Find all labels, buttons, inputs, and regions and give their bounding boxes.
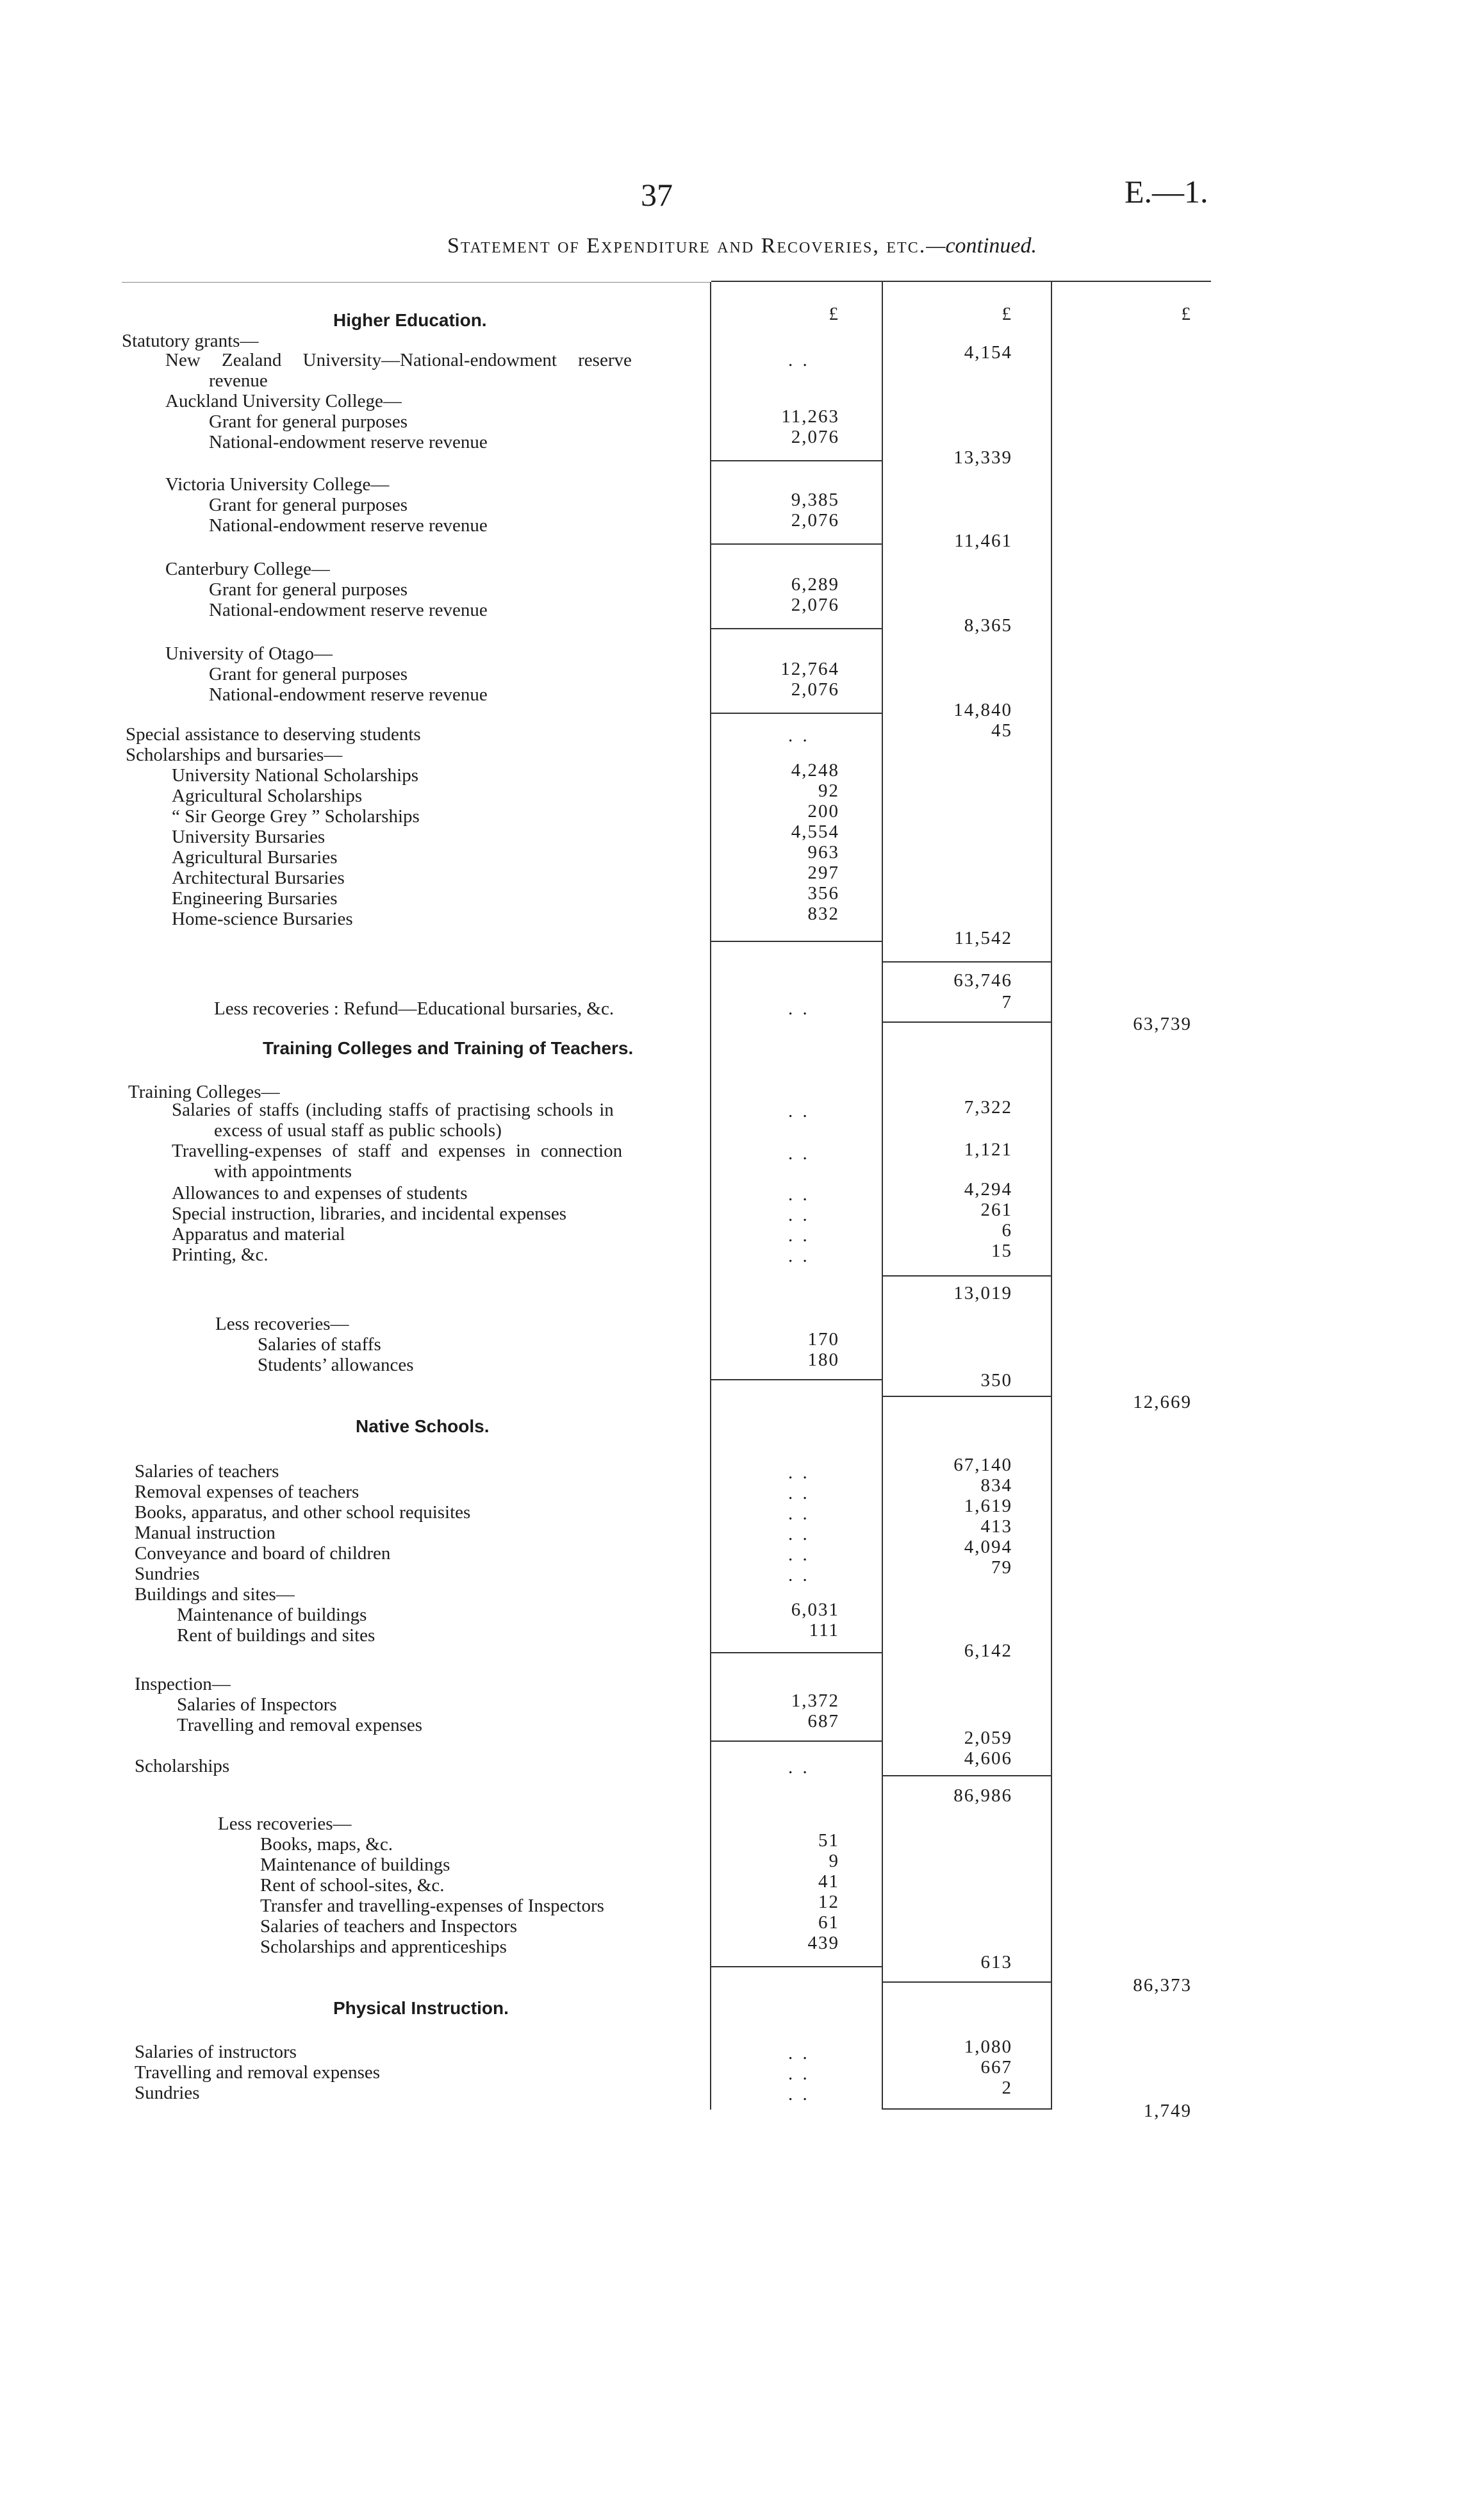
physical-net-total: 1,749 [1143,2101,1192,2121]
victoria-endowment-value: 2,076 [791,510,839,531]
training-rec-total: 350 [980,1370,1012,1391]
canterbury-grant-value: 6,289 [791,574,839,595]
bursary-label: “ Sir George Grey ” Scholarships [172,806,420,827]
native-recovery-label: Salaries of teachers and Inspectors [260,1916,518,1937]
training-rec-students-label: Students’ allowances [258,1355,414,1375]
training-subtotal: 13,019 [953,1283,1012,1303]
native-recovery-value: 439 [807,1933,839,1953]
currency-header-col3: £ [1181,304,1192,324]
native-scholarships-label: Scholarships [135,1756,230,1776]
leader-dots: . . [788,1101,810,1121]
training-rec-salaries-value: 170 [807,1329,839,1350]
canterbury-total: 8,365 [964,615,1012,636]
bursary-value: 92 [818,781,839,801]
native-rent-label: Rent of buildings and sites [177,1625,375,1646]
leader-dots: . . [788,1205,810,1225]
physical-item-label: Travelling and removal expenses [135,2062,381,2083]
leader-dots: . . [788,1524,810,1544]
training-item-value: 261 [980,1200,1012,1220]
special-assistance-label: Special assistance to deserving students [126,724,421,745]
native-item-value: 834 [980,1475,1012,1496]
native-item-label: Removal expenses of teachers [135,1482,359,1502]
leader-dots: . . [788,1225,810,1246]
training-item-label: Special instruction, libraries, and incidental expenses [172,1203,567,1224]
training-salaries-value: 7,322 [964,1097,1012,1118]
auckland-total: 13,339 [953,447,1012,468]
native-recovery-label: Books, maps, &c. [260,1834,393,1855]
physical-item-value: 2 [1002,2078,1012,2098]
bursary-label: Architectural Bursaries [172,868,345,888]
subtotal-rule [882,961,1052,963]
subtotal-rule [711,1652,882,1653]
nz-university-label: New Zealand University—National-endowment reserve [165,350,632,370]
training-travelling-value: 1,121 [964,1139,1012,1160]
nz-university-total: 4,154 [964,342,1012,363]
canterbury-grant-label: Grant for general purposes [209,579,408,600]
training-rec-students-value: 180 [807,1350,839,1370]
inspection-label: Inspection— [135,1674,231,1694]
bursary-value: 832 [807,904,839,924]
subtotal-rule [711,460,882,461]
nz-university-label-cont: revenue [209,370,268,391]
leader-dots: . . [788,725,810,746]
higher-education-less-recoveries: Less recoveries : Refund—Educational bursaries, &c. [214,998,614,1019]
canterbury-endowment-value: 2,076 [791,595,839,615]
bursary-value: 963 [807,842,839,863]
subtotal-rule [882,1396,1052,1397]
native-recovery-value: 51 [818,1830,839,1851]
native-recovery-value: 12 [818,1892,839,1912]
native-item-value: 1,619 [964,1496,1012,1516]
scholarships-bursaries-label: Scholarships and bursaries— [126,745,343,765]
buildings-label: Buildings and sites— [135,1584,295,1605]
native-recovery-value: 9 [829,1851,839,1871]
native-recovery-label: Transfer and travelling-expenses of Inspectors [260,1896,604,1916]
inspectors-salaries-label: Salaries of Inspectors [177,1694,337,1715]
statutory-grants-label: Statutory grants— [122,331,259,351]
bursary-value: 4,248 [791,760,839,781]
leader-dots: . . [788,1483,810,1503]
native-scholarships-total: 4,606 [964,1748,1012,1769]
training-net-total: 12,669 [1133,1392,1192,1412]
currency-header-col1: £ [829,304,839,324]
training-salaries-label: Salaries of staffs (including staffs of practising schools in [172,1100,614,1120]
training-rec-salaries-label: Salaries of staffs [258,1334,381,1355]
native-net-total: 86,373 [1133,1975,1192,1996]
leader-dots: . . [788,1246,810,1266]
higher-education-subtotal: 63,746 [953,970,1012,991]
subtotal-rule [882,1981,1052,1983]
special-assistance-total: 45 [991,720,1012,741]
leader-dots: . . [788,350,810,370]
column-rule-3 [1051,282,1052,2110]
subtotal-rule [711,713,882,714]
canterbury-endowment-label: National-endowment reserve revenue [209,600,488,620]
training-item-label: Printing, &c. [172,1244,268,1265]
training-item-value: 6 [1002,1220,1012,1241]
leader-dots: . . [788,1544,810,1565]
subtotal-rule [882,1275,1052,1277]
victoria-grant-label: Grant for general purposes [209,495,408,515]
inspectors-travel-label: Travelling and removal expenses [177,1715,423,1735]
leader-dots: . . [788,2063,810,2084]
training-less-recoveries: Less recoveries— [215,1314,349,1334]
higher-education-recoveries-value: 7 [1002,992,1012,1013]
leader-dots: . . [788,1462,810,1483]
training-item-label: Apparatus and material [172,1224,345,1244]
otago-total: 14,840 [953,700,1012,720]
auckland-grant-label: Grant for general purposes [209,411,408,432]
auckland-grant-value: 11,263 [781,406,839,427]
canterbury-label: Canterbury College— [165,559,330,579]
native-recovery-label: Rent of school-sites, &c. [260,1875,445,1896]
physical-item-value: 1,080 [964,2037,1012,2057]
title-continued: —continued. [926,234,1037,258]
otago-grant-value: 12,764 [780,659,839,679]
leader-dots: . . [788,1757,810,1778]
native-item-label: Conveyance and board of children [135,1543,391,1564]
page-title [0,234,1484,258]
bursary-label: Agricultural Bursaries [172,847,338,868]
otago-label: University of Otago— [165,643,333,664]
native-item-label: Books, apparatus, and other school requisites [135,1502,471,1523]
subtotal-rule [711,941,882,942]
top-rule-left [122,282,711,283]
native-item-value: 413 [980,1516,1012,1537]
native-item-value: 4,094 [964,1537,1012,1557]
native-recovery-label: Maintenance of buildings [260,1855,450,1875]
auckland-label: Auckland University College— [165,391,402,411]
bursary-label: University Bursaries [172,827,326,847]
column-rule-2 [882,282,883,2110]
native-item-label: Salaries of teachers [135,1461,279,1482]
inspection-total: 2,059 [964,1728,1012,1748]
bursary-label: Engineering Bursaries [172,888,338,909]
leader-dots: . . [788,1503,810,1524]
training-colleges-label: Training Colleges— [128,1082,280,1102]
document-reference: E.—1. [1125,174,1208,210]
currency-header-col2: £ [1002,304,1012,324]
bursary-label: Agricultural Scholarships [172,786,363,806]
subtotal-rule [711,543,882,545]
page-number: 37 [641,177,673,213]
leader-dots: . . [788,2084,810,2104]
native-rent-value: 111 [809,1620,839,1641]
native-maintenance-value: 6,031 [791,1600,839,1620]
otago-endowment-value: 2,076 [791,679,839,700]
native-rec-total: 613 [980,1952,1012,1972]
heading-physical-instruction: Physical Instruction. [333,1998,509,2018]
higher-education-net-total: 63,739 [1133,1014,1192,1034]
leader-dots: . . [788,1143,810,1164]
training-item-value: 15 [991,1241,1012,1261]
physical-item-label: Salaries of instructors [135,2042,297,2062]
inspectors-salaries-value: 1,372 [791,1691,839,1711]
otago-grant-label: Grant for general purposes [209,664,408,684]
physical-item-label: Sundries [135,2083,200,2103]
bursary-label: Home-science Bursaries [172,909,353,929]
auckland-endowment-value: 2,076 [791,427,839,447]
bursary-value: 200 [807,801,839,822]
physical-item-value: 667 [980,2057,1012,2078]
heading-native-schools: Native Schools. [356,1416,490,1436]
bursaries-total: 11,542 [954,928,1012,948]
training-item-value: 4,294 [964,1179,1012,1200]
native-recovery-label: Scholarships and apprenticeships [260,1937,507,1957]
leader-dots: . . [788,1565,810,1585]
subtotal-rule [711,1379,882,1380]
native-recovery-value: 61 [818,1912,839,1933]
victoria-endowment-label: National-endowment reserve revenue [209,515,488,536]
heading-training: Training Colleges and Training of Teachers. [263,1038,634,1058]
bursary-value: 356 [807,883,839,904]
leader-dots: . . [788,998,810,1019]
leader-dots: . . [788,2043,810,2063]
subtotal-rule [711,1740,882,1742]
subtotal-rule [882,1775,1052,1776]
native-less-recoveries: Less recoveries— [218,1814,352,1834]
native-item-value: 67,140 [953,1455,1012,1475]
native-buildings-total: 6,142 [964,1641,1012,1661]
bursary-value: 297 [807,863,839,883]
victoria-grant-value: 9,385 [791,490,839,510]
otago-endowment-label: National-endowment reserve revenue [209,684,488,705]
native-subtotal: 86,986 [953,1785,1012,1806]
native-maintenance-label: Maintenance of buildings [177,1605,367,1625]
training-salaries-label-cont: excess of usual staff as public schools) [214,1120,502,1141]
top-rule-right [711,281,1211,282]
bursary-value: 4,554 [791,822,839,842]
subtotal-rule [882,1021,1052,1023]
title-text: Statement of Expenditure and Recoveries, etc. [447,234,927,258]
training-travelling-label: Travelling-expenses of staff and expenses in connection [172,1141,623,1161]
native-item-label: Sundries [135,1564,200,1584]
inspectors-travel-value: 687 [807,1711,839,1732]
native-recovery-value: 41 [818,1871,839,1892]
subtotal-rule [711,1966,882,1967]
bursary-label: University National Scholarships [172,765,419,786]
victoria-label: Victoria University College— [165,474,390,495]
training-travelling-label-cont: with appointments [214,1161,352,1182]
auckland-endowment-label: National-endowment reserve revenue [209,432,488,452]
subtotal-rule [711,628,882,629]
leader-dots: . . [788,1184,810,1205]
heading-higher-education: Higher Education. [333,310,487,330]
native-item-value: 79 [991,1557,1012,1578]
training-item-label: Allowances to and expenses of students [172,1183,468,1203]
subtotal-rule [882,2108,1052,2110]
victoria-total: 11,461 [954,531,1012,551]
native-item-label: Manual instruction [135,1523,276,1543]
